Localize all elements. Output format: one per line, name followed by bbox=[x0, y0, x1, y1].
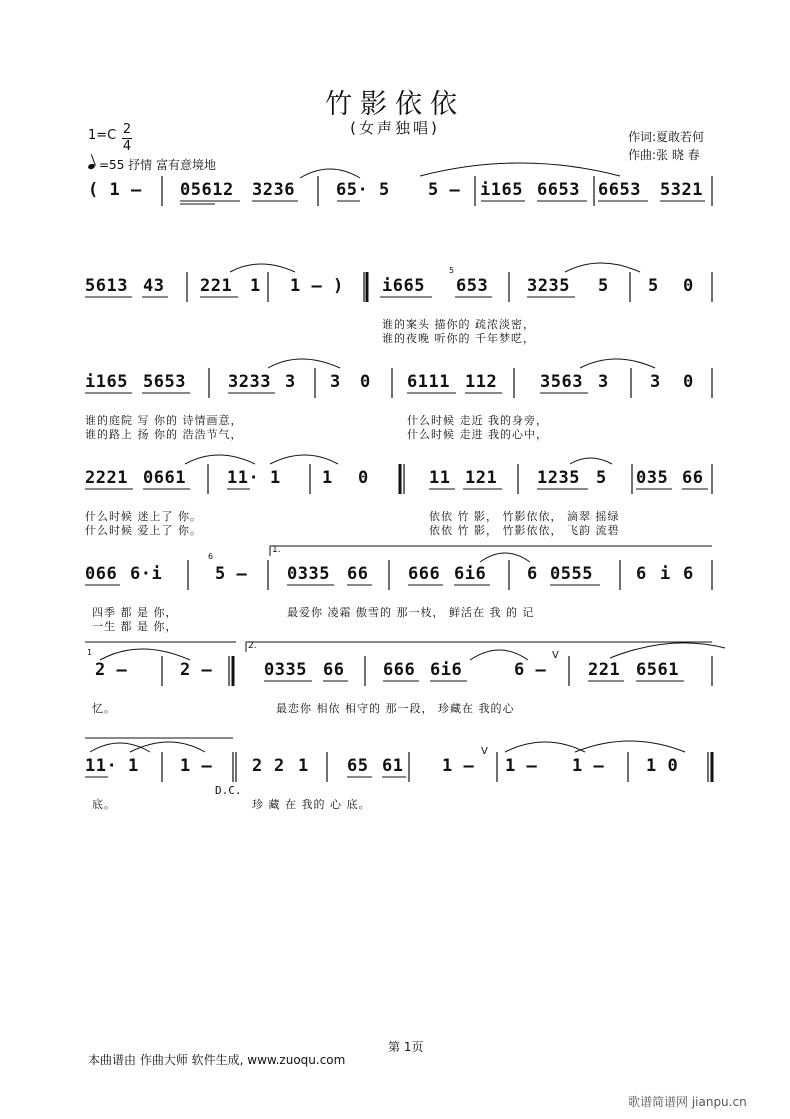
song-title: 竹影依依 bbox=[325, 89, 465, 120]
note-group: 0 bbox=[358, 468, 369, 488]
note-group: 5653 bbox=[143, 372, 186, 392]
note-group: 6 bbox=[636, 564, 647, 584]
note-group: 0 bbox=[683, 276, 694, 296]
note-group: 6 bbox=[683, 564, 694, 584]
song-subtitle: (女声独唱) bbox=[350, 119, 440, 137]
note-group: 2 – bbox=[180, 660, 213, 680]
note-group: 1 – bbox=[505, 756, 538, 776]
note-group: 0661 bbox=[143, 468, 186, 488]
note-group: 6653 bbox=[598, 180, 641, 200]
lyric-line: 四季 都 是 你， bbox=[92, 606, 178, 619]
note-group: 0335 bbox=[264, 660, 307, 680]
lyric-line: 谁的路上 扬 你的 浩浩节气， bbox=[85, 428, 243, 441]
note-group: 035 bbox=[636, 468, 669, 488]
breath-mark: V bbox=[481, 746, 488, 757]
grace-note: 5 bbox=[449, 266, 455, 275]
note-group: 3 bbox=[650, 372, 661, 392]
lyric-line: 谁的案头 描你的 疏浓淡密， bbox=[382, 318, 535, 331]
breath-mark: V bbox=[552, 650, 559, 661]
system-1-notes bbox=[88, 180, 142, 200]
note-group: 666 bbox=[383, 660, 416, 680]
system-4-slurs bbox=[185, 455, 612, 464]
note-group: 61 bbox=[382, 756, 404, 776]
lyric-line: 什么时候 走进 我的心中， bbox=[407, 428, 548, 441]
note-group: 5321 bbox=[660, 180, 703, 200]
note-group: 3 bbox=[285, 372, 296, 392]
note-group: 066 bbox=[85, 564, 118, 584]
note-group: 6111 bbox=[407, 372, 450, 392]
grace-note: 6 bbox=[208, 552, 214, 561]
note-group: 66 bbox=[682, 468, 704, 488]
note-group: 6653 bbox=[537, 180, 580, 200]
system-5-slurs bbox=[480, 553, 530, 562]
note-group: 1 bbox=[298, 756, 309, 776]
note-group: 05612 bbox=[180, 180, 234, 200]
note-group: ( 1 – bbox=[88, 180, 142, 200]
note-group: 6 bbox=[527, 564, 538, 584]
note-group: 11 bbox=[429, 468, 451, 488]
note-group: 3 bbox=[598, 372, 609, 392]
note-group: 0 bbox=[360, 372, 371, 392]
lyric-line: 底。 bbox=[92, 798, 116, 811]
note-group: 5613 bbox=[85, 276, 128, 296]
grace-note: 1 bbox=[87, 648, 93, 657]
note-group: 1 – bbox=[180, 756, 213, 776]
note-group: 5 – bbox=[428, 180, 461, 200]
lyric-line: 什么时候 爱上了 你。 bbox=[85, 524, 202, 537]
note-group: 2 bbox=[252, 756, 263, 776]
note-group: 43 bbox=[143, 276, 165, 296]
system-6-slurs bbox=[100, 643, 725, 660]
note-group: 6 – bbox=[514, 660, 547, 680]
note-group: 2221 bbox=[85, 468, 128, 488]
note-group: 2 – bbox=[95, 660, 128, 680]
note-group: 653 bbox=[456, 276, 489, 296]
note-group: 1 bbox=[322, 468, 333, 488]
note-group: i bbox=[660, 564, 671, 584]
note-group: 66 bbox=[323, 660, 345, 680]
note-group: 221 bbox=[588, 660, 621, 680]
volta-2-label: 2. bbox=[248, 641, 257, 651]
lyric-line: 什么时候 走近 我的身旁， bbox=[407, 414, 548, 427]
system-7-barlines bbox=[162, 752, 712, 782]
system-5-barlines bbox=[188, 560, 712, 590]
note-group: 3 bbox=[330, 372, 341, 392]
note-group: 3236 bbox=[252, 180, 295, 200]
lyric-line: 最爱你 凌霜 傲雪的 那一枝， 鲜活在 我 的 记 bbox=[287, 606, 535, 619]
note-group: 65· 5 bbox=[336, 180, 390, 200]
lyricist-credit: 作词:夏敢若何 bbox=[628, 130, 705, 144]
note-group: 1 bbox=[250, 276, 261, 296]
note-group: 11· 1 bbox=[85, 756, 139, 776]
note-group: i665 bbox=[382, 276, 425, 296]
system-7-slurs bbox=[90, 741, 685, 752]
tempo-text: =55 抒情 富有意境地 bbox=[99, 158, 216, 172]
lyric-line: 一生 都 是 你， bbox=[92, 620, 178, 633]
dc-marking: D.C. bbox=[215, 784, 242, 797]
note-group: 6i6 bbox=[430, 660, 463, 680]
note-group: 5 bbox=[596, 468, 607, 488]
note-group: 1235 bbox=[537, 468, 580, 488]
lyric-line: 忆。 bbox=[92, 702, 116, 715]
note-group: 3235 bbox=[527, 276, 570, 296]
note-group: 5 – bbox=[215, 564, 248, 584]
note-group: 6561 bbox=[636, 660, 679, 680]
note-group: 0555 bbox=[550, 564, 593, 584]
composer-credit: 作曲:张 晓 春 bbox=[628, 148, 700, 162]
note-group: 6·i bbox=[130, 564, 163, 584]
lyric-line: 谁的夜晚 听你的 千年梦呓， bbox=[382, 332, 535, 345]
lyric-line: 珍 藏 在 我的 心 底。 bbox=[252, 798, 371, 811]
system-2-barlines bbox=[187, 272, 712, 302]
watermark: 歌谱简谱网 jianpu.cn bbox=[628, 1095, 747, 1109]
key-signature: 1=C bbox=[88, 128, 117, 143]
note-group: 112 bbox=[465, 372, 498, 392]
lyric-line: 最恋你 相依 相守的 那一段， 珍藏在 我的心 bbox=[276, 702, 515, 715]
time-signature-top: 2 bbox=[122, 122, 132, 137]
lyric-line: 依依 竹 影， 竹影依依， 滴翠 摇绿 bbox=[429, 510, 620, 523]
note-group: 6i6 bbox=[454, 564, 487, 584]
time-signature-bottom: 4 bbox=[122, 139, 132, 154]
note-group: i165 bbox=[85, 372, 128, 392]
note-group: 221 bbox=[200, 276, 233, 296]
note-group: 1 0 bbox=[646, 756, 679, 776]
lyric-line: 谁的庭院 写 你的 诗情画意， bbox=[85, 414, 243, 427]
note-group: 5 bbox=[648, 276, 659, 296]
note-group: 1 – ) bbox=[290, 276, 344, 296]
volta-1-label: 1. bbox=[272, 545, 281, 555]
page-number: 第 1页 bbox=[388, 1040, 424, 1054]
note-group: i165 bbox=[480, 180, 523, 200]
footer-text: 本曲谱由 作曲大师 软件生成, www.zuoqu.com bbox=[88, 1053, 346, 1067]
note-group: 5 bbox=[598, 276, 609, 296]
note-group: 66 bbox=[347, 564, 369, 584]
note-group: 121 bbox=[465, 468, 498, 488]
note-group: 3563 bbox=[540, 372, 583, 392]
system-1-underlines bbox=[180, 201, 705, 204]
lyric-line: 依依 竹 影， 竹影依依， 飞韵 流碧 bbox=[429, 524, 620, 537]
note-group: 3233 bbox=[228, 372, 271, 392]
note-group: 2 bbox=[274, 756, 285, 776]
note-group: 666 bbox=[408, 564, 441, 584]
system-3-slurs bbox=[268, 359, 655, 368]
system-2-slurs bbox=[230, 263, 640, 272]
note-group: 65 bbox=[347, 756, 369, 776]
lyric-line: 什么时候 迷上了 你。 bbox=[85, 510, 202, 523]
system-1-slurs bbox=[300, 163, 620, 178]
note-group: 0 bbox=[683, 372, 694, 392]
note-group: 0335 bbox=[287, 564, 330, 584]
note-group: 1 – bbox=[572, 756, 605, 776]
note-group: 1 – bbox=[442, 756, 475, 776]
note-group: 11· 1 bbox=[227, 468, 281, 488]
